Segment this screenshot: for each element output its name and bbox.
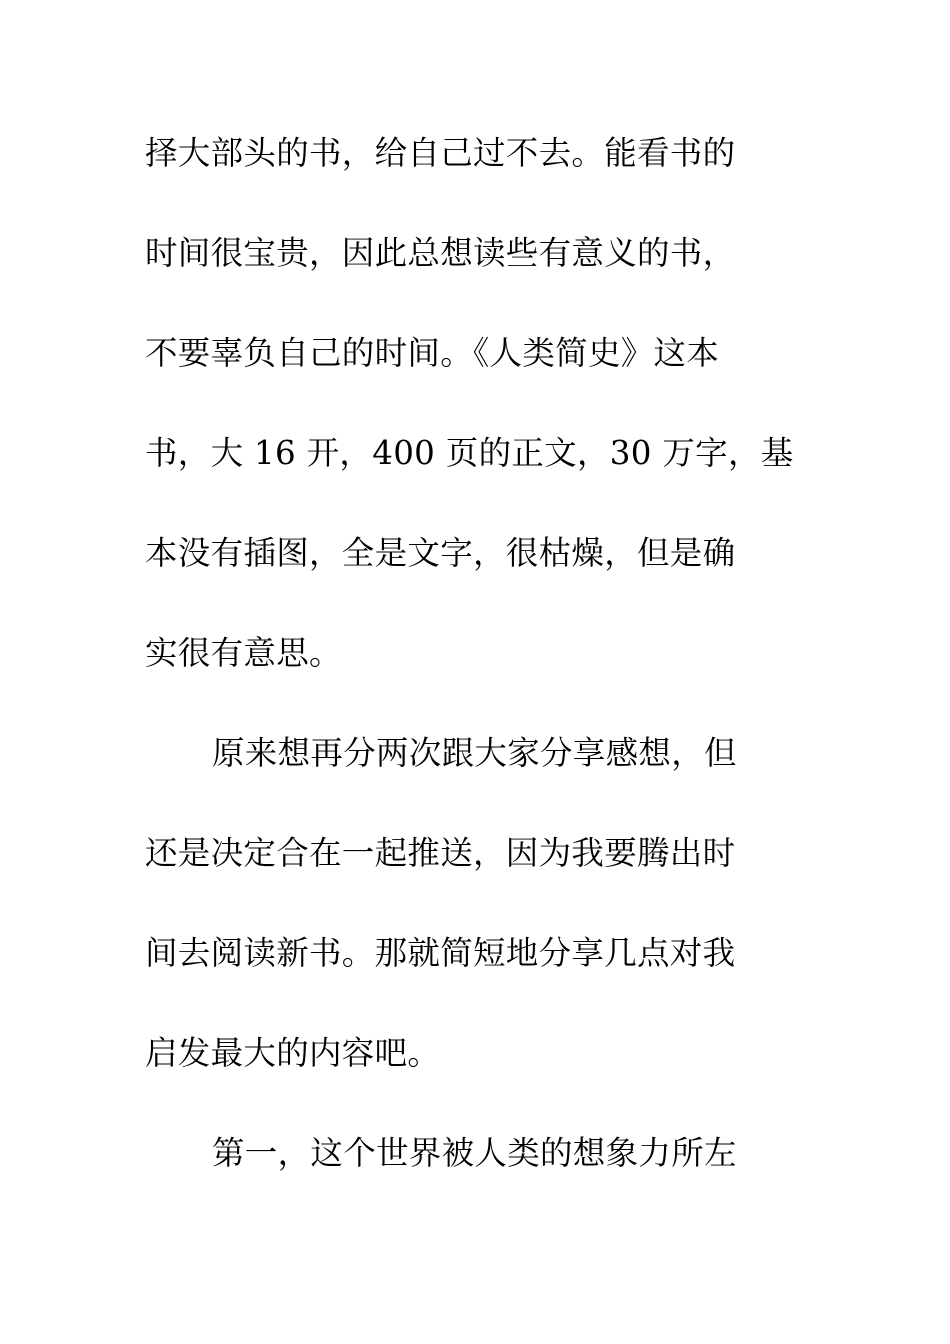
text-line: 还是决定合在一起推送，因为我要腾出时 bbox=[145, 834, 736, 872]
text-line: 择大部头的书，给自己过不去。能看书的 bbox=[145, 134, 736, 172]
text-line: 书，大 16 开，400 页的正文，30 万字，基 bbox=[145, 434, 794, 472]
text-line: 间去阅读新书。那就简短地分享几点对我 bbox=[145, 934, 736, 972]
text-line: 本没有插图，全是文字，很枯燥，但是确 bbox=[145, 534, 736, 572]
text-line: 启发最大的内容吧。 bbox=[145, 1034, 441, 1072]
text-line: 不要辜负自己的时间。《人类简史》这本 bbox=[145, 334, 720, 372]
paragraph-start-line: 原来想再分两次跟大家分享感想，但 bbox=[212, 734, 737, 772]
text-line: 实很有意思。 bbox=[145, 634, 342, 672]
paragraph-start-line: 第一，这个世界被人类的想象力所左 bbox=[212, 1134, 737, 1172]
text-line: 时间很宝贵，因此总想读些有意义的书， bbox=[145, 234, 736, 272]
